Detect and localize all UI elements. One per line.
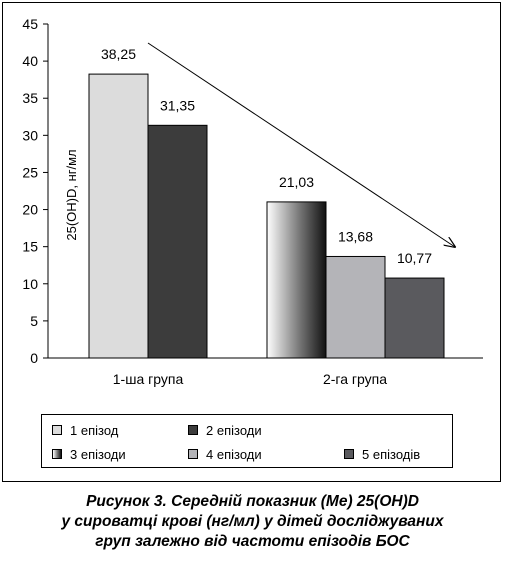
legend-item [52, 421, 118, 439]
legend-item [188, 445, 262, 463]
data-label: 38,25 [100, 46, 137, 63]
bar-5 [385, 278, 444, 358]
bar-2 [148, 125, 207, 358]
legend-label: 4 епізоди [206, 446, 262, 462]
y-tick-label: 20 [22, 201, 38, 218]
legend-swatch [52, 425, 62, 435]
data-label: 21,03 [278, 173, 315, 190]
y-tick-label: 40 [22, 53, 38, 70]
caption-line-2: у сироватці крові (нг/мл) у дітей досліджуваних [61, 513, 444, 530]
category-label: 1-ша група [112, 371, 184, 387]
legend-item [188, 421, 262, 439]
data-label: 31,35 [159, 97, 196, 114]
figure-caption [0, 492, 505, 552]
y-tick-label: 10 [22, 275, 38, 292]
y-axis-title: 25(OH)D, нг/мл [64, 149, 79, 241]
legend-item [344, 445, 420, 463]
y-tick-label: 35 [22, 90, 38, 107]
y-tick-label: 0 [30, 350, 38, 366]
bar-4 [326, 256, 385, 358]
data-label: 13,68 [337, 228, 374, 245]
y-tick-label: 5 [30, 312, 38, 329]
y-tick-label: 45 [22, 16, 38, 32]
legend-label: 3 епізоди [70, 446, 126, 462]
legend-label: 1 епізод [70, 422, 119, 438]
bar-1 [89, 74, 148, 358]
data-label: 10,77 [396, 250, 433, 267]
bar-3 [267, 202, 326, 358]
category-labels [113, 371, 387, 387]
legend-swatch [344, 449, 354, 459]
legend-item [52, 445, 126, 463]
legend [41, 414, 453, 468]
caption-line-1: Рисунок 3. Середній показник (Ме) 25(ОН)D [86, 493, 419, 510]
legend-swatch [188, 449, 198, 459]
legend-swatch [52, 449, 62, 459]
y-tick-label: 30 [22, 127, 38, 144]
caption-line-3: груп залежно від частоти епізодів БОС [95, 533, 410, 550]
y-tick-label: 15 [22, 238, 38, 255]
legend-swatch [188, 425, 198, 435]
category-label: 2-га група [322, 371, 388, 387]
bars [89, 74, 444, 358]
legend-label: 2 епізоди [206, 422, 262, 438]
y-tick-label: 25 [22, 164, 38, 181]
legend-label: 5 епізодів [362, 446, 421, 462]
